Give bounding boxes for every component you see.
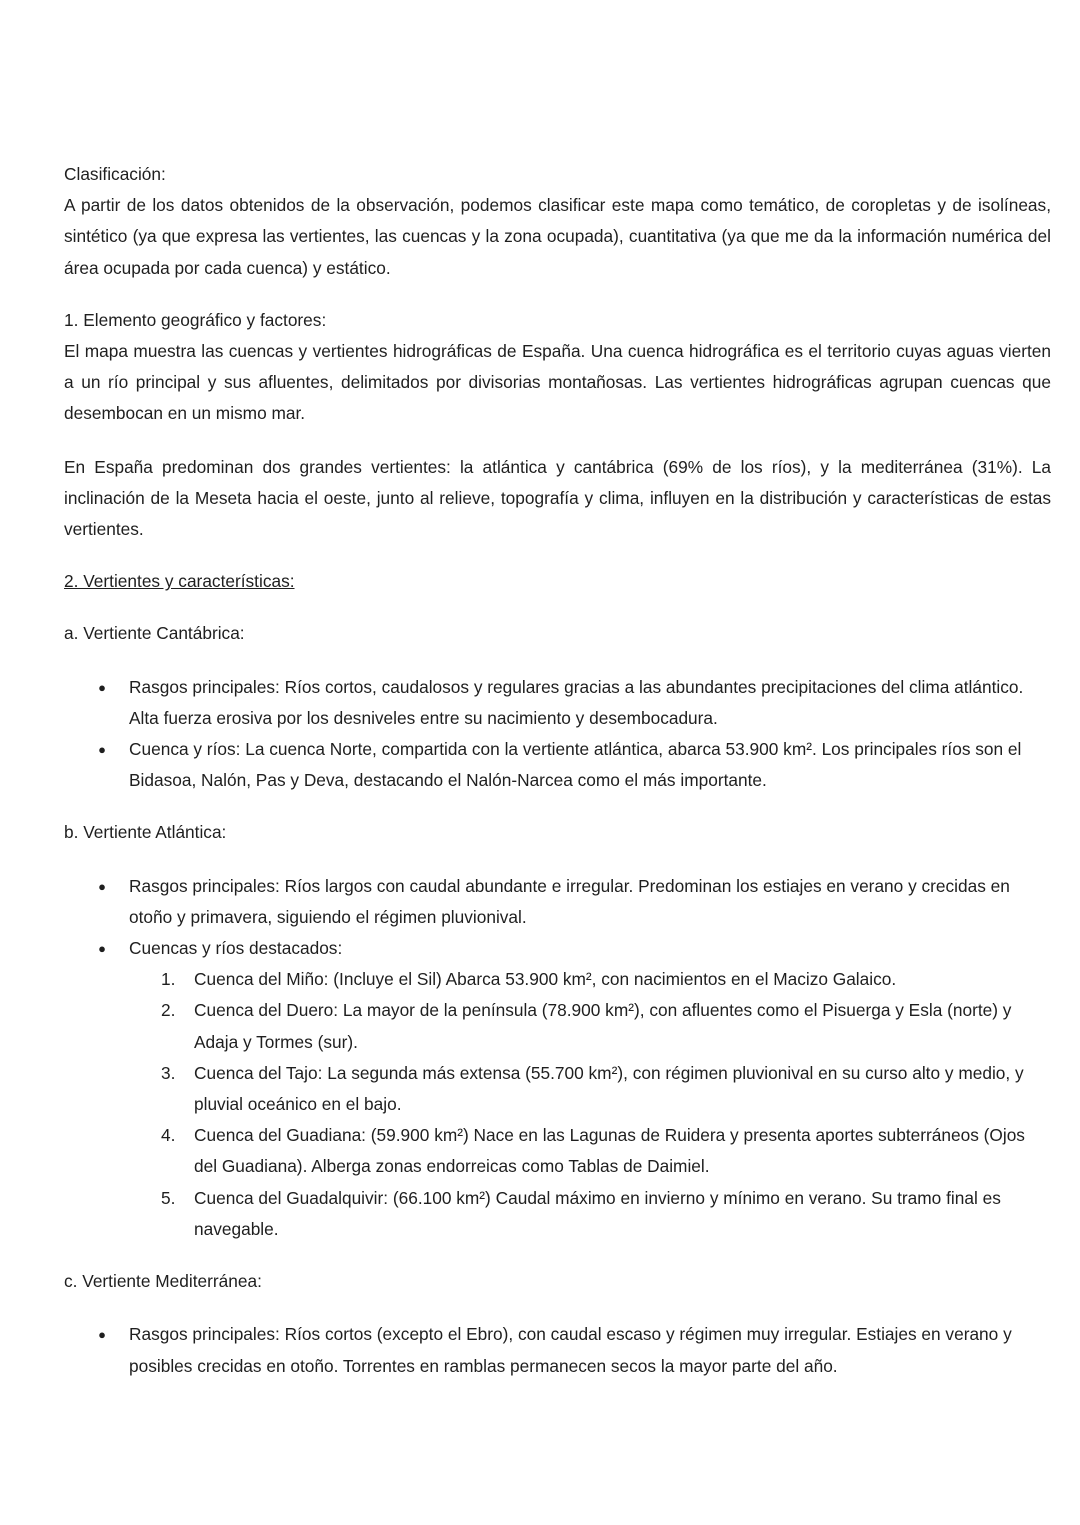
- bullet-icon: ●: [98, 1327, 106, 1343]
- mediterranea-heading: c. Vertiente Mediterránea:: [64, 1271, 262, 1292]
- classification-paragraph: A partir de los datos obtenidos de la observación, podemos clasificar este mapa como temático, de coropletas y de isolíneas, sintético (ya que expresa las vertientes, las cuencas y la zona ocupada), cuantitativa (ya que me da la información numérica del área ocupada por cada cuenca) y estático.: [64, 195, 1051, 278]
- section1-heading: 1. Elemento geográfico y factores:: [64, 309, 327, 330]
- bullet-icon: ●: [98, 878, 106, 894]
- section1-paragraph-2: En España predominan dos grandes vertientes: la atlántica y cantábrica (69% de los ríos), y la mediterránea (31%). La inclinación de la Meseta hacia el oeste, junto al relieve, topografía y clima, influyen en la distribución y características de estas vertientes.: [64, 456, 1051, 540]
- numbered-item-text: Cuenca del Tajo: La segunda más extensa (55.700 km²), con régimen pluvionival en su curso alto y medio, y pluvial oceánico en el bajo.: [194, 1062, 1024, 1115]
- list-item: [98, 1319, 1051, 1381]
- atlantica-list: [64, 871, 1051, 1245]
- list-item: [98, 672, 1051, 734]
- list-item: [98, 871, 1051, 933]
- atlantica-heading: b. Vertiente Atlántica:: [64, 822, 227, 843]
- list-item: [98, 734, 1051, 796]
- bullet-icon: ●: [98, 941, 106, 957]
- item-number: 3.: [161, 1062, 176, 1083]
- basin-list: [129, 964, 1051, 1245]
- section2-heading: 2. Vertientes y características:: [64, 571, 295, 592]
- document-body: [64, 159, 1051, 1382]
- numbered-item: [161, 964, 1051, 995]
- numbered-item-text: Cuenca del Duero: La mayor de la península (78.900 km²), con afluentes como el Pisuerga y Esla (norte) y Adaja y Tormes (sur).: [194, 1000, 1012, 1052]
- numbered-item-text: Cuenca del Guadalquivir: (66.100 km²) Caudal máximo en invierno y mínimo en verano. Su tramo final es navegable.: [194, 1187, 1001, 1239]
- list-item-text: Rasgos principales: Ríos cortos, caudalosos y regulares gracias a las abundantes precipitaciones del clima atlántico. Alta fuerza erosiva por los desniveles entre su nacimiento y desembocadura.: [129, 676, 1024, 728]
- numbered-item-text: Cuenca del Guadiana: (59.900 km²) Nace en las Lagunas de Ruidera y presenta aportes subterráneos (Ojos del Guadiana). Alberga zonas endorreicas como Tablas de Daimiel.: [194, 1125, 1025, 1177]
- classification-heading: Clasificación:: [64, 164, 166, 184]
- numbered-item: [161, 1120, 1051, 1182]
- bullet-icon: ●: [98, 742, 106, 758]
- list-item: [98, 933, 1051, 1245]
- cantabrica-list: [64, 672, 1051, 797]
- cantabrica-heading: a. Vertiente Cantábrica:: [64, 623, 245, 644]
- numbered-item: [161, 1183, 1051, 1245]
- list-item-text: Cuenca y ríos: La cuenca Norte, compartida con la vertiente atlántica, abarca 53.900 km². Los principales ríos son el Bidasoa, Nalón, Pas y Deva, destacando el Nalón-Narcea como el más importante.: [129, 739, 1022, 791]
- list-item-text: Rasgos principales: Ríos cortos (excepto el Ebro), con caudal escaso y régimen muy irregular. Estiajes en verano y posibles crecidas en otoño. Torrentes en ramblas permanecen secos la mayor parte del año.: [129, 1324, 1012, 1376]
- bullet-icon: ●: [98, 679, 106, 695]
- list-item-text: Rasgos principales: Ríos largos con caudal abundante e irregular. Predominan los estiajes en verano y crecidas en otoño y primavera, siguiendo el régimen pluvionival.: [129, 875, 1010, 927]
- section1-paragraph-1: El mapa muestra las cuencas y vertientes hidrográficas de España. Una cuenca hidrográfica es el territorio cuyas aguas vierten a un río principal y sus afluentes, delimitados por divisorias montañosas. Las vertientes hidrográficas agrupan cuencas que desembocan en un mismo mar.: [64, 341, 1051, 424]
- item-number: 5.: [161, 1187, 176, 1208]
- numbered-item: [161, 995, 1051, 1057]
- numbered-item-text: Cuenca del Miño: (Incluye el Sil) Abarca 53.900 km², con nacimientos en el Macizo Galaico.: [194, 969, 897, 990]
- item-number: 4.: [161, 1125, 176, 1146]
- item-number: 1.: [161, 969, 176, 990]
- mediterranea-list: [64, 1319, 1051, 1381]
- numbered-item: [161, 1058, 1051, 1120]
- list-item-text: Cuencas y ríos destacados:: [129, 938, 343, 959]
- item-number: 2.: [161, 1000, 176, 1021]
